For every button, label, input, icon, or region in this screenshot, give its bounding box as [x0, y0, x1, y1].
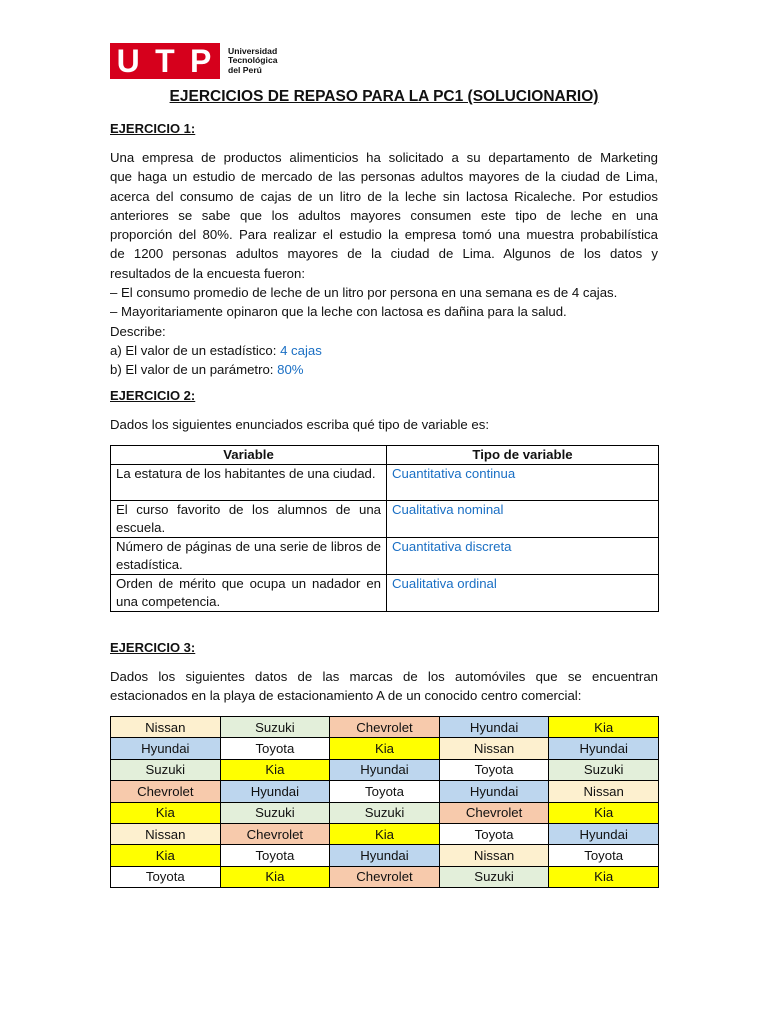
- brand-cell: Kia: [111, 802, 221, 823]
- ejercicio1-heading: EJERCICIO 1:: [110, 121, 196, 136]
- tipo-cell: Cuantitativa discreta: [387, 538, 659, 575]
- text-line: estacionados en la playa de estacionamiento A de un conocido centro comercial:: [110, 688, 582, 704]
- brand-cell: Suzuki: [549, 759, 659, 780]
- text-line: proporción del 80%. Para realizar el estudio la empresa tomó una muestra probabilística: [110, 227, 658, 243]
- brand-cell: Hyundai: [439, 717, 549, 738]
- tipo-cell: Cualitativa ordinal: [387, 575, 659, 612]
- logo-text-line: Tecnológica: [228, 55, 278, 66]
- ejercicio3-intro: [110, 667, 658, 706]
- question-text: b) El valor de un parámetro:: [110, 362, 278, 378]
- brand-cell: Nissan: [111, 717, 221, 738]
- answer-text: 80%: [277, 362, 304, 378]
- brand-cell: Nissan: [439, 845, 549, 866]
- brand-cell: Chevrolet: [330, 717, 440, 738]
- answer-text: 4 cajas: [280, 342, 322, 358]
- brand-cell: Kia: [220, 759, 330, 780]
- brand-cell: Suzuki: [220, 802, 330, 823]
- brand-cell: Nissan: [549, 781, 659, 802]
- ejercicio1-body: [110, 148, 658, 380]
- question-b: [110, 360, 658, 379]
- text-line: que haga un estudio de mercado de las personas adultos mayores de la ciudad de Lima,: [110, 169, 658, 185]
- table-row: [111, 465, 659, 501]
- bullet-line: – El consumo promedio de leche de un litro por persona en una semana es de 4 cajas.: [110, 285, 618, 301]
- brand-cell: Hyundai: [111, 738, 221, 759]
- brand-cell: Suzuki: [220, 717, 330, 738]
- tipo-cell: Cualitativa nominal: [387, 501, 659, 538]
- document-title: EJERCICIOS DE REPASO PARA LA PC1 (SOLUCIONARIO): [169, 88, 599, 105]
- table-row: [111, 538, 659, 575]
- brand-cell: Kia: [330, 738, 440, 759]
- brand-cell: Toyota: [220, 845, 330, 866]
- brand-cell: Chevrolet: [111, 781, 221, 802]
- text-line: anteriores se sabe que los adultos mayores consumen este tipo de leche en una: [110, 207, 658, 223]
- question-text: a) El valor de un estadístico:: [110, 342, 281, 358]
- brand-cell: Suzuki: [111, 759, 221, 780]
- brand-cell: Hyundai: [549, 823, 659, 844]
- brand-cell: Toyota: [220, 738, 330, 759]
- table-row: [111, 845, 659, 866]
- text-line: de 1200 personas adultos mayores de la ciudad de Lima. Algunos de los datos y: [110, 246, 658, 262]
- variable-cell: La estatura de los habitantes de una ciudad.: [111, 465, 387, 501]
- table-row: [111, 866, 659, 887]
- brand-cell: Kia: [549, 866, 659, 887]
- table-row: [111, 759, 659, 780]
- brand-cell: Suzuki: [439, 866, 549, 887]
- logo-text-line: Universidad: [228, 45, 278, 56]
- brand-cell: Kia: [330, 823, 440, 844]
- table-row: [111, 781, 659, 802]
- brand-cell: Toyota: [330, 781, 440, 802]
- brand-cell: Chevrolet: [220, 823, 330, 844]
- tipo-cell: Cuantitativa continua: [387, 465, 659, 501]
- brand-cell: Suzuki: [330, 802, 440, 823]
- logo-letter: P: [189, 42, 214, 79]
- table-row: [111, 802, 659, 823]
- table-row: [111, 823, 659, 844]
- brand-cell: Kia: [549, 717, 659, 738]
- text-line: Una empresa de productos alimenticios ha solicitado a su departamento de Marketing: [110, 150, 658, 165]
- logo-letter: U: [116, 42, 142, 79]
- brand-cell: Toyota: [439, 759, 549, 780]
- logo-text: [228, 47, 278, 76]
- bullet-line: – Mayoritariamente opinaron que la leche con lactosa es dañina para la salud.: [110, 304, 567, 320]
- variable-cell: Número de páginas de una serie de libros de estadística.: [111, 538, 387, 575]
- brand-cell: Hyundai: [220, 781, 330, 802]
- ejercicio2-intro: Dados los siguientes enunciados escriba qué tipo de variable es:: [110, 417, 490, 432]
- brand-cell: Kia: [549, 802, 659, 823]
- brand-cell: Kia: [220, 866, 330, 887]
- brand-cell: Toyota: [549, 845, 659, 866]
- brand-cell: Hyundai: [330, 759, 440, 780]
- brand-cell: Kia: [111, 845, 221, 866]
- ejercicio2-heading: EJERCICIO 2:: [110, 388, 196, 403]
- question-a: [110, 341, 658, 360]
- table-row: [111, 575, 659, 612]
- variable-cell: El curso favorito de los alumnos de una escuela.: [111, 501, 387, 538]
- variables-table: [110, 445, 659, 612]
- text-line: resultados de la encuesta fueron:: [110, 265, 306, 281]
- brand-cell: Chevrolet: [439, 802, 549, 823]
- table-row: [111, 738, 659, 759]
- text-line: acerca del consumo de cajas de un litro de la leche sin lactosa Ricaleche. Por estudios: [110, 188, 658, 204]
- table-header-row: [111, 446, 659, 465]
- text-line: Dados los siguientes datos de las marcas de los automóviles que se encuentran: [110, 669, 658, 684]
- column-header: Tipo de variable: [387, 446, 659, 465]
- brand-cell: Chevrolet: [330, 866, 440, 887]
- describe-label: Describe:: [110, 323, 166, 339]
- logo-text-line: del Perú: [228, 64, 262, 75]
- brand-cell: Toyota: [111, 866, 221, 887]
- utp-logo: [110, 42, 278, 80]
- table-row: [111, 501, 659, 538]
- brand-cell: Hyundai: [549, 738, 659, 759]
- logo-letter: T: [155, 42, 177, 79]
- column-header: Variable: [111, 446, 387, 465]
- table-row: [111, 717, 659, 738]
- ejercicio3-heading: EJERCICIO 3:: [110, 640, 196, 655]
- brand-cell: Nissan: [439, 738, 549, 759]
- logo-box: [110, 43, 220, 79]
- brand-cell: Hyundai: [330, 845, 440, 866]
- brand-cell: Nissan: [111, 823, 221, 844]
- brands-table: [110, 716, 659, 888]
- brand-cell: Hyundai: [439, 781, 549, 802]
- brand-cell: Toyota: [439, 823, 549, 844]
- variable-cell: Orden de mérito que ocupa un nadador en una competencia.: [111, 575, 387, 612]
